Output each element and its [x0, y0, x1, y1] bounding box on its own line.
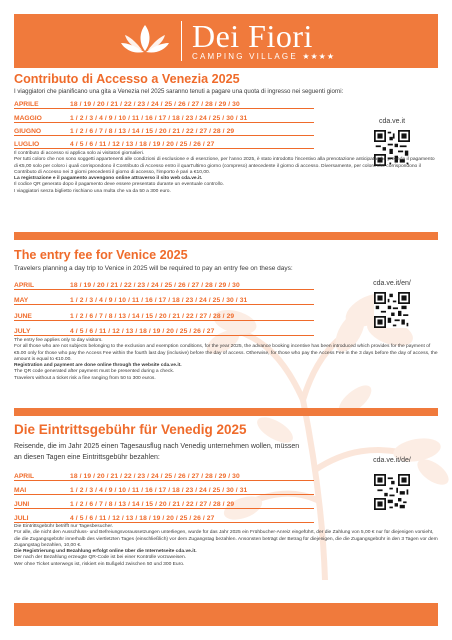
section-title: Contributo di Accesso a Venezia 2025 — [14, 72, 240, 86]
date-row — [14, 495, 314, 509]
note-line: Die Eintrittsgebühr betrifft nur Tagesbesucher. — [14, 524, 114, 529]
month-label: JULY — [14, 328, 31, 335]
section-notes — [14, 524, 438, 568]
dates-list — [14, 96, 314, 149]
month-label: LUGLIO — [14, 141, 40, 149]
note-line: Il contributo di accesso si applica solo ai visitatori giornalieri. — [14, 151, 145, 156]
brand-name: Dei Fiori — [191, 18, 313, 54]
qr-url[interactable]: cda.ve.it — [378, 118, 406, 125]
date-row — [14, 136, 314, 149]
qr-code-icon[interactable] — [374, 292, 410, 328]
days-list: 1 / 2 / 6 / 7 / 8 / 13 / 14 / 15 / 20 / 21 / 22 / 27 / 28 / 29 — [70, 501, 235, 508]
section-divider — [14, 408, 438, 416]
date-row — [14, 274, 314, 290]
note-line: Wer ohne Ticket unterwegs ist, riskiert ein Bußgeld zwischen 50 und 300 Euro. — [14, 561, 185, 567]
date-row — [14, 481, 314, 495]
month-label: APRIL — [14, 473, 35, 480]
date-row — [14, 467, 314, 481]
note-line: I viaggiatori senza biglietto rischiano una multa che va da 50 a 300 euro. — [14, 188, 171, 194]
section-divider — [14, 232, 438, 240]
days-list: 18 / 19 / 20 / 21 / 22 / 23 / 24 / 25 / 26 / 27 / 28 / 29 / 30 — [70, 473, 240, 480]
qr-block — [360, 280, 424, 328]
month-label: JUNI — [14, 501, 30, 508]
note-line: Die Registrierung und Bezahlung erfolgt online über die Internetseite cda.ve.it. — [14, 549, 197, 555]
note-line: For all those who are not subjects belonging to the exclusion and exemption conditions, for the year 2025, the advance booking incentive has been introduced which provides for the payment of €5.00 only for those who pay the Access Fee within the fourth last day (inclusive) before the day of access. Otherwise, for those who pay the Access Fee in the 3 days before the day of access, the amount is equal to €10.00. — [14, 344, 438, 362]
dates-list — [14, 467, 314, 523]
days-list: 1 / 2 / 6 / 7 / 8 / 13 / 14 / 15 / 20 / 21 / 22 / 27 / 28 / 29 — [70, 127, 235, 135]
qr-code-icon[interactable] — [374, 474, 410, 510]
qr-block — [360, 457, 424, 510]
section-title: Die Eintrittsgebühr für Venedig 2025 — [14, 422, 247, 437]
days-list: 4 / 5 / 6 / 11 / 12 / 13 / 18 / 19 / 20 / 25 / 26 / 27 — [70, 141, 215, 149]
footer-bar — [14, 603, 438, 626]
qr-url[interactable]: cda.ve.it/en/ — [373, 280, 411, 287]
section-intro: Travelers planning a day trip to Venice in 2025 will be required to pay an entry fee on these days: — [14, 265, 293, 272]
brand-block — [191, 18, 336, 61]
brand-stars: ★★★★ — [302, 52, 336, 61]
lotus-logo-icon — [117, 21, 173, 61]
days-list: 4 / 5 / 6 / 11 / 12 / 13 / 18 / 19 / 20 / 25 / 26 / 27 — [70, 328, 215, 335]
logo-separator — [181, 21, 182, 61]
note-line: The entry fee applies only to day visitors. — [14, 338, 103, 343]
month-label: GIUGNO — [14, 127, 42, 135]
brand-sub-text: CAMPING VILLAGE — [191, 52, 298, 61]
section-title: The entry fee for Venice 2025 — [14, 248, 188, 262]
brand-subtitle — [192, 52, 335, 61]
section-english — [14, 248, 438, 408]
header-banner — [14, 14, 438, 68]
date-row — [14, 305, 314, 321]
date-row — [14, 290, 314, 306]
section-italian — [14, 72, 438, 240]
note-line: Per tutti coloro che non sono soggetti appartenenti alle condizioni di esclusione e di esenzione, per l'anno 2025, è stato introdotto l'incentivo alla prenotazione anticipata che prevede il pagamento di €5,00 solo per coloro i quali corrispondono il Contributo di Accesso entro il quart'ultimo giorno (compreso) antecedente il giorno di accesso. Diversamente, per coloro che corrispondono il Contributo di Accesso nei 3 giorni precedenti il giorno di accesso, l'importo è pari a €10,00. — [14, 157, 435, 175]
section-notes — [14, 338, 438, 382]
date-row — [14, 321, 314, 337]
month-label: MAY — [14, 297, 29, 304]
note-line: Il codice QR generato dopo il pagamento deve essere presentato durante un eventuale controllo. — [14, 182, 224, 188]
note-line: The QR code generated after payment must be presented during a check. — [14, 369, 175, 375]
days-list: 4 / 5 / 6 / 11 / 12 / 13 / 18 / 19 / 20 / 25 / 26 / 27 — [70, 515, 215, 522]
note-line: Travelers without a ticket risk a fine ranging from 50 to 300 euros. — [14, 375, 156, 381]
month-label: APRIL — [14, 281, 35, 289]
days-list: 1 / 2 / 3 / 4 / 9 / 10 / 11 / 16 / 17 / 18 / 23 / 24 / 25 / 30 / 31 — [70, 487, 248, 494]
date-row — [14, 123, 314, 136]
month-label: JUNE — [14, 312, 32, 320]
date-row — [14, 509, 314, 523]
month-label: APRILE — [14, 101, 39, 109]
days-list: 1 / 2 / 6 / 7 / 8 / 13 / 14 / 15 / 20 / 21 / 22 / 27 / 28 / 29 — [70, 312, 235, 320]
month-label: JULI — [14, 515, 29, 522]
note-line: Der nach der Bezahlung erzeugte QR-Code ist bei einer Kontrolle vorzuweisen. — [14, 555, 187, 561]
section-intro: Reisende, die im Jahr 2025 einen Tagesausflug nach Venedig unternehmen wollen, müssen an diesen Tagen eine Eintrittsgebühr bezahlen: — [14, 443, 300, 461]
days-list: 1 / 2 / 3 / 4 / 9 / 10 / 11 / 16 / 17 / 18 / 23 / 24 / 25 / 30 / 31 — [70, 114, 248, 122]
note-line: La registrazione e il pagamento avvengono online attraverso il sito web cda.ve.it. — [14, 176, 203, 182]
note-line: Registration and payment are done online through the website cda.ve.it. — [14, 363, 182, 369]
section-intro: I viaggiatori che pianificano una gita a Venezia nel 2025 saranno tenuti a pagare una quota di ingresso nei seguenti giorni: — [14, 88, 344, 95]
month-label: MAGGIO — [14, 114, 42, 122]
note-line: Für alle, die nicht den Ausschluss- und Befreiungsvoraussetzungen unterliegen, wurde für das Jahr 2025 ein Frühbucher-Anreiz eingeführt, der die Zahlung von 5,00 € nur für diejenigen vorsieht, die die Zugangsgebühr innerhalb des viertletzten Tages (einschließlich) vor dem Zugangstag bezahlen. Ansonsten beträgt der Betrag für diejenigen, die die Zugangsgebühr in den 3 Tagen vor dem Zugangstag bezahlen, 10,00 €. — [14, 530, 438, 548]
date-row — [14, 96, 314, 109]
section-german — [14, 423, 438, 598]
days-list: 18 / 19 / 20 / 21 / 22 / 23 / 24 / 25 / 26 / 27 / 28 / 29 / 30 — [70, 281, 240, 289]
month-label: MAI — [14, 487, 27, 494]
qr-url[interactable]: cda.ve.it/de/ — [373, 457, 411, 464]
section-notes — [14, 151, 438, 195]
dates-list — [14, 274, 314, 336]
days-list: 18 / 19 / 20 / 21 / 22 / 23 / 24 / 25 / 26 / 27 / 28 / 29 / 30 — [70, 101, 240, 109]
date-row — [14, 109, 314, 122]
days-list: 1 / 2 / 3 / 4 / 9 / 10 / 11 / 16 / 17 / 18 / 23 / 24 / 25 / 30 / 31 — [70, 297, 248, 304]
